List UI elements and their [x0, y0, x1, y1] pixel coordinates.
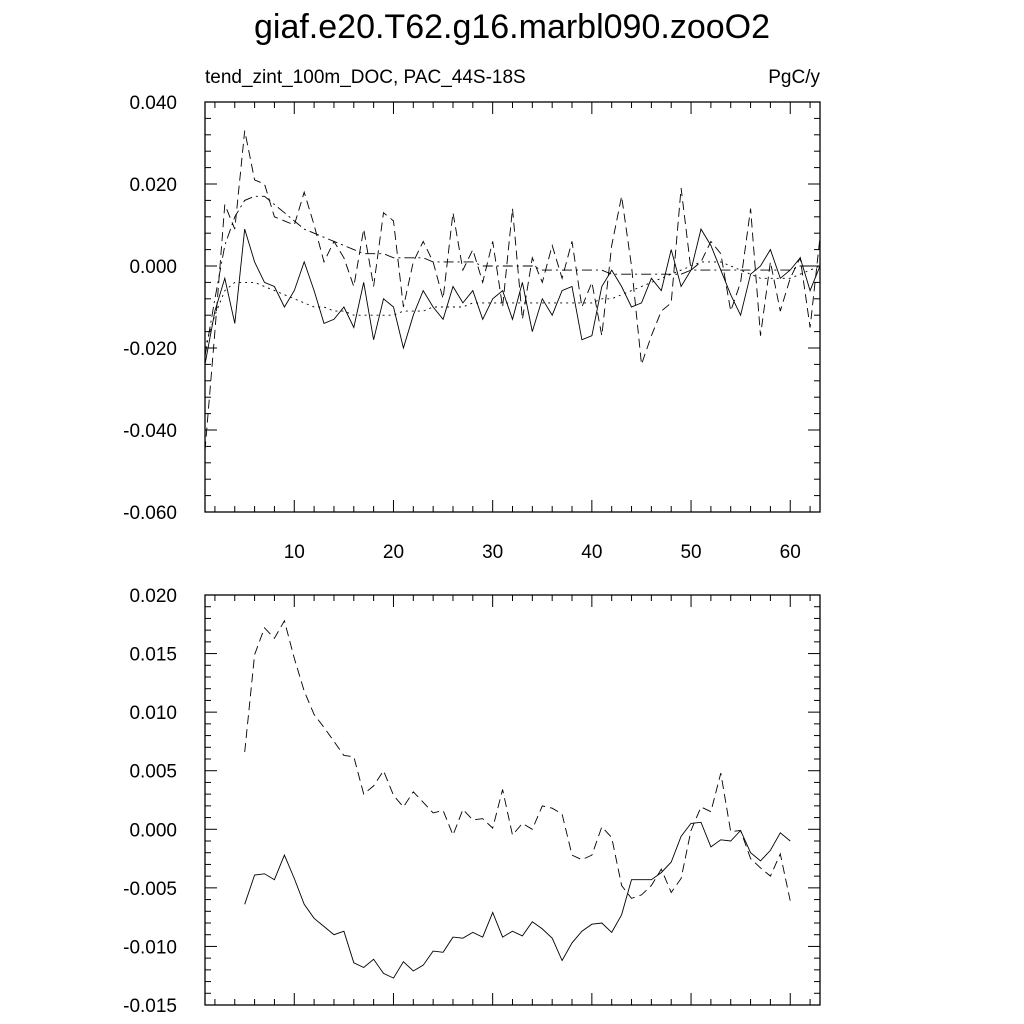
bottom-panel — [123, 586, 820, 1017]
y-tick-label: -0.010 — [123, 937, 177, 959]
y-tick-label: 0.040 — [129, 93, 177, 114]
series-line-solid — [245, 822, 791, 978]
x-tick-label: 60 — [779, 542, 801, 563]
y-tick-label: 0.020 — [129, 586, 177, 607]
chart-title: giaf.e20.T62.g16.marbl090.zooO2 — [253, 8, 771, 46]
x-tick-label: 40 — [581, 542, 603, 563]
x-tick-label: 10 — [283, 542, 305, 563]
series-line-solid — [205, 229, 820, 364]
top-panel-subtitle-right: PgC/y — [768, 67, 820, 88]
bottom-panel-series — [245, 621, 791, 978]
y-tick-label: 0.020 — [129, 175, 177, 196]
top-panel-series — [205, 131, 820, 451]
y-tick-label: -0.015 — [123, 996, 177, 1017]
top-panel-ticks — [205, 102, 820, 512]
series-line-dotted — [205, 262, 820, 348]
top-panel-subtitle-left: tend_zint_100m_DOC, PAC_44S-18S — [205, 67, 526, 88]
y-tick-label: -0.020 — [123, 339, 177, 360]
series-line-dashed — [205, 131, 820, 451]
x-tick-label: 50 — [680, 542, 702, 563]
y-tick-label: 0.015 — [129, 644, 177, 666]
top-panel-tick-labels — [123, 93, 801, 563]
series-line-dashed — [245, 621, 791, 901]
bottom-panel-ticks — [205, 595, 820, 1005]
y-tick-label: 0.005 — [129, 761, 177, 783]
y-tick-label: 0.010 — [129, 703, 177, 725]
y-tick-label: -0.040 — [123, 421, 177, 442]
series-line-dash-dot — [205, 196, 820, 356]
y-tick-label: -0.060 — [123, 503, 177, 524]
top-panel-frame — [205, 102, 820, 512]
y-tick-label: 0.000 — [129, 820, 177, 842]
bottom-panel-frame — [205, 595, 820, 1005]
y-tick-label: -0.005 — [123, 878, 177, 900]
x-tick-label: 20 — [382, 542, 405, 563]
top-panel — [123, 67, 820, 563]
y-tick-label: 0.000 — [129, 257, 177, 278]
bottom-panel-tick-labels — [123, 586, 177, 1017]
x-tick-label: 30 — [482, 542, 504, 563]
